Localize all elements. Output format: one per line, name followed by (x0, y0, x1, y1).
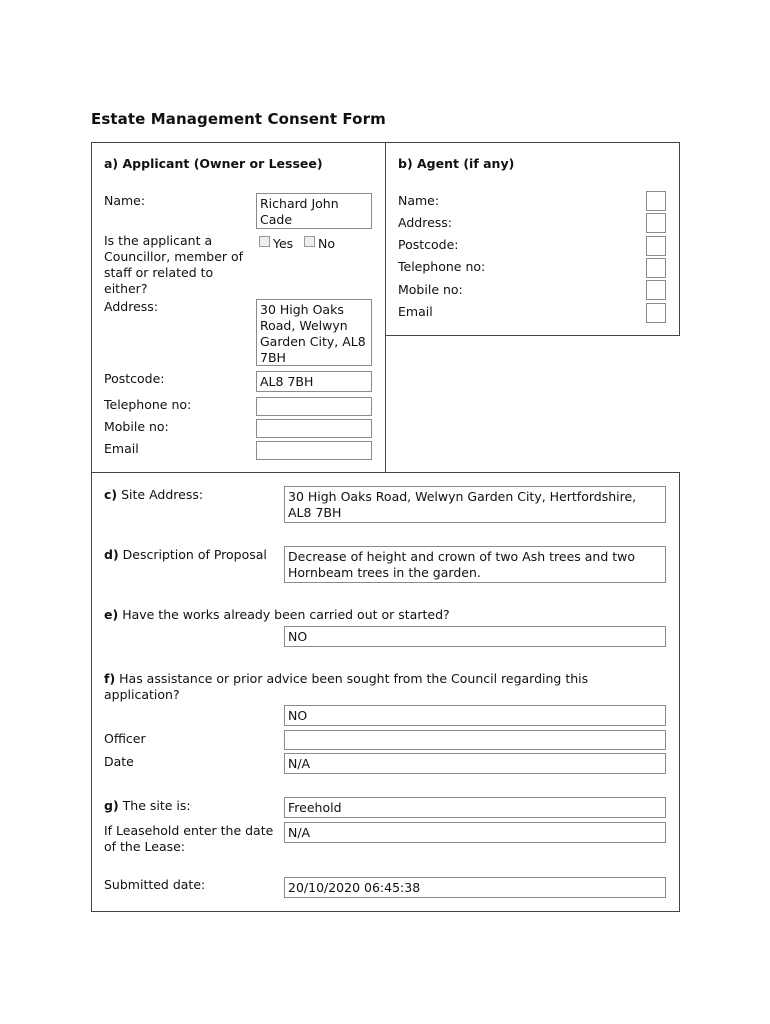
agent-name-field[interactable] (646, 191, 666, 211)
date-label: Date (104, 754, 134, 769)
agent-email-field[interactable] (646, 303, 666, 323)
officer-label: Officer (104, 731, 146, 746)
yes-label: Yes (273, 236, 294, 251)
officer-field[interactable] (284, 730, 666, 750)
proposal-text: Description of Proposal (122, 547, 267, 562)
no-label: No (318, 236, 335, 251)
applicant-email-field[interactable] (256, 441, 372, 460)
prior-advice-text: Has assistance or prior advice been sought from the Council regarding this application? (104, 671, 589, 702)
site-type-label (104, 798, 191, 814)
applicant-telephone-field[interactable] (256, 397, 372, 416)
agent-address-label: Address: (398, 215, 452, 230)
applicant-telephone-label: Telephone no: (104, 397, 192, 412)
councillor-no-option[interactable] (304, 236, 335, 251)
applicant-heading: a) Applicant (Owner or Lessee) (104, 156, 323, 171)
prior-advice-key: f) (104, 671, 116, 686)
prior-advice-field[interactable]: NO (284, 705, 666, 726)
proposal-label (104, 547, 267, 563)
page-title: Estate Management Consent Form (91, 110, 386, 128)
agent-telephone-label: Telephone no: (398, 259, 486, 274)
agent-email-label: Email (398, 304, 433, 319)
applicant-mobile-label: Mobile no: (104, 419, 169, 434)
applicant-name-label: Name: (104, 193, 146, 208)
works-started-label (104, 607, 450, 623)
applicant-postcode-label: Postcode: (104, 371, 165, 386)
lease-date-field[interactable]: N/A (284, 822, 666, 843)
applicant-name-field[interactable]: Richard John Cade (256, 193, 372, 229)
agent-mobile-field[interactable] (646, 280, 666, 300)
date-field[interactable]: N/A (284, 753, 666, 774)
agent-heading: b) Agent (if any) (398, 156, 515, 171)
site-address-key: c) (104, 487, 118, 502)
site-address-text: Site Address: (121, 487, 204, 502)
agent-telephone-field[interactable] (646, 258, 666, 278)
lease-date-label: If Leasehold enter the date of the Lease: (104, 823, 274, 854)
agent-postcode-field[interactable] (646, 236, 666, 256)
prior-advice-label (104, 671, 614, 703)
site-address-field[interactable]: 30 High Oaks Road, Welwyn Garden City, Hertfordshire, AL8 7BH (284, 486, 666, 523)
proposal-field[interactable]: Decrease of height and crown of two Ash trees and two Hornbeam trees in the garden. (284, 546, 666, 583)
applicant-address-label: Address: (104, 299, 158, 314)
agent-postcode-label: Postcode: (398, 237, 459, 252)
works-started-text: Have the works already been carried out or started? (122, 607, 450, 622)
agent-name-label: Name: (398, 193, 440, 208)
site-type-field[interactable]: Freehold (284, 797, 666, 818)
agent-address-field[interactable] (646, 213, 666, 233)
submitted-date-label: Submitted date: (104, 877, 206, 892)
applicant-mobile-field[interactable] (256, 419, 372, 438)
yes-checkbox[interactable] (259, 236, 270, 247)
no-checkbox[interactable] (304, 236, 315, 247)
applicant-postcode-field[interactable]: AL8 7BH (256, 371, 372, 392)
councillor-question-label: Is the applicant a Councillor, member of staff or related to either? (104, 233, 244, 296)
proposal-key: d) (104, 547, 119, 562)
submitted-date-field[interactable]: 20/10/2020 06:45:38 (284, 877, 666, 898)
agent-mobile-label: Mobile no: (398, 282, 463, 297)
works-started-field[interactable]: NO (284, 626, 666, 647)
site-type-text: The site is: (122, 798, 191, 813)
site-type-key: g) (104, 798, 119, 813)
site-address-label (104, 487, 203, 503)
applicant-email-label: Email (104, 441, 139, 456)
applicant-address-field[interactable]: 30 High Oaks Road, Welwyn Garden City, AL8 7BH (256, 299, 372, 366)
works-started-key: e) (104, 607, 119, 622)
councillor-yes-option[interactable] (259, 236, 293, 251)
